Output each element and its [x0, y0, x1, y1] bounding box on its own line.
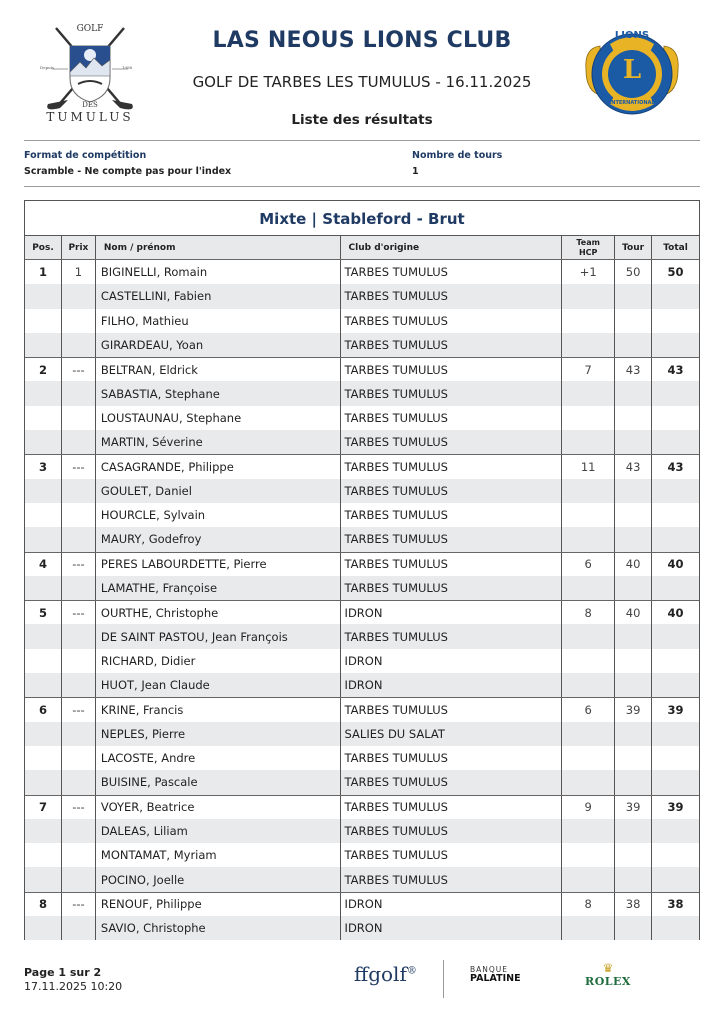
cell-tour [615, 819, 652, 843]
cell-club: TARBES TUMULUS [341, 746, 563, 770]
cell-team-hcp [562, 381, 615, 405]
cell-team-hcp: 7 [562, 358, 615, 381]
cell-total [652, 867, 699, 891]
header-team-hcp-line1: Team [576, 237, 600, 247]
cell-total: 50 [667, 265, 684, 280]
cell-prix [62, 333, 96, 357]
cell-total [652, 649, 699, 673]
cell-tour [615, 479, 652, 503]
cell-name: MAURY, Godefroy [96, 527, 341, 551]
cell-club: TARBES TUMULUS [341, 358, 563, 381]
cell-name: HUOT, Jean Claude [96, 673, 341, 697]
cell-total [652, 479, 699, 503]
table-row [25, 430, 699, 454]
cell-prix [62, 819, 96, 843]
cell-prix [62, 479, 96, 503]
cell-name: CASTELLINI, Fabien [96, 284, 341, 308]
lions-l-letter: L [622, 55, 642, 85]
cell-name: RICHARD, Didier [96, 649, 341, 673]
cell-tour [615, 770, 652, 794]
table-row [25, 649, 699, 673]
cell-pos [25, 843, 62, 867]
cell-tour: 43 [615, 455, 652, 478]
cell-total: 43 [667, 362, 684, 377]
cell-total [652, 746, 699, 770]
cell-team-hcp: +1 [562, 260, 615, 284]
cell-name: DALEAS, Liliam [96, 819, 341, 843]
cell-prix [62, 916, 96, 940]
table-row [25, 381, 699, 405]
meta-divider [24, 186, 700, 187]
cell-total [652, 503, 699, 527]
cell-pos [25, 746, 62, 770]
cell-total: 39 [667, 800, 684, 815]
cell-tour [615, 649, 652, 673]
cell-team-hcp [562, 309, 615, 333]
cell-pos [25, 527, 62, 551]
cell-pos [25, 576, 62, 600]
table-header-row [25, 236, 699, 260]
cell-team-hcp [562, 333, 615, 357]
cell-prix [62, 673, 96, 697]
table-row [25, 819, 699, 843]
cell-prix [62, 843, 96, 867]
rolex-logo [582, 962, 634, 988]
cell-prix [62, 746, 96, 770]
header-divider [24, 140, 700, 141]
cell-pos [25, 406, 62, 430]
cell-tour [615, 673, 652, 697]
table-title: Mixte | Stableford - Brut [25, 201, 699, 236]
cell-tour: 50 [615, 260, 652, 284]
cell-total: 38 [667, 897, 684, 912]
logo-des-text: DES [82, 101, 98, 109]
cell-team-hcp [562, 916, 615, 940]
event-subtitle: GOLF DE TARBES LES TUMULUS - 16.11.2025 [192, 73, 532, 91]
table-row [25, 260, 699, 284]
cell-name: LAMATHE, Françoise [96, 576, 341, 600]
cell-prix [62, 284, 96, 308]
cell-name: POCINO, Joelle [96, 867, 341, 891]
cell-tour [615, 381, 652, 405]
cell-name: SABASTIA, Stephane [96, 381, 341, 405]
cell-club: TARBES TUMULUS [341, 309, 563, 333]
cell-name: OURTHE, Christophe [96, 601, 341, 624]
cell-tour: 39 [615, 698, 652, 721]
table-row [25, 892, 699, 916]
cell-pos [25, 309, 62, 333]
cell-total [652, 430, 699, 454]
table-row [25, 309, 699, 333]
footer-separator [443, 960, 444, 998]
cell-team-hcp: 11 [562, 455, 615, 478]
cell-tour: 40 [615, 601, 652, 624]
cell-club: TARBES TUMULUS [341, 576, 563, 600]
cell-team-hcp [562, 649, 615, 673]
cell-team-hcp [562, 479, 615, 503]
table-row [25, 406, 699, 430]
cell-pos: 2 [25, 358, 62, 381]
cell-name: NEPLES, Pierre [96, 722, 341, 746]
cell-team-hcp [562, 722, 615, 746]
table-row [25, 746, 699, 770]
cell-name: FILHO, Mathieu [96, 309, 341, 333]
cell-name: GOULET, Daniel [96, 479, 341, 503]
header-tour: Tour [615, 236, 652, 259]
cell-prix [62, 503, 96, 527]
table-row [25, 333, 699, 357]
cell-tour: 39 [615, 796, 652, 819]
header-team-hcp-line2: HCP [578, 247, 598, 257]
cell-total [652, 673, 699, 697]
cell-total [652, 406, 699, 430]
table-row [25, 624, 699, 648]
cell-team-hcp: 8 [562, 601, 615, 624]
cell-name: LOUSTAUNAU, Stephane [96, 406, 341, 430]
ffgolf-logo [354, 962, 417, 986]
cell-prix [62, 722, 96, 746]
cell-tour [615, 309, 652, 333]
lions-top-text: LIONS [614, 30, 650, 41]
cell-club: TARBES TUMULUS [341, 553, 563, 576]
cell-team-hcp [562, 503, 615, 527]
ffgolf-text: ffgolf [354, 962, 407, 986]
format-value: Scramble - Ne compte pas pour l'index [24, 166, 232, 177]
table-row [25, 770, 699, 794]
cell-club: IDRON [341, 601, 563, 624]
cell-club: TARBES TUMULUS [341, 406, 563, 430]
cell-name: HOURCLE, Sylvain [96, 503, 341, 527]
cell-pos: 6 [25, 698, 62, 721]
cell-tour [615, 916, 652, 940]
list-title: Liste des résultats [291, 112, 433, 128]
cell-team-hcp [562, 527, 615, 551]
cell-prix: --- [62, 796, 96, 819]
cell-total [652, 770, 699, 794]
cell-prix [62, 576, 96, 600]
header-club: Club d'origine [341, 236, 563, 259]
cell-pos [25, 503, 62, 527]
cell-tour [615, 406, 652, 430]
cell-name: VOYER, Beatrice [96, 796, 341, 819]
cell-club: TARBES TUMULUS [341, 698, 563, 721]
cell-pos [25, 649, 62, 673]
cell-tour [615, 284, 652, 308]
cell-prix [62, 309, 96, 333]
table-row [25, 600, 699, 624]
cell-team-hcp: 9 [562, 796, 615, 819]
cell-prix: --- [62, 698, 96, 721]
cell-prix: --- [62, 455, 96, 478]
cell-name: LACOSTE, Andre [96, 746, 341, 770]
cell-prix [62, 649, 96, 673]
cell-total [652, 624, 699, 648]
cell-team-hcp [562, 770, 615, 794]
cell-name: GIRARDEAU, Yoan [96, 333, 341, 357]
cell-team-hcp [562, 430, 615, 454]
format-label: Format de compétition [24, 150, 147, 161]
cell-total: 39 [667, 702, 684, 717]
cell-name: KRINE, Francis [96, 698, 341, 721]
cell-club: TARBES TUMULUS [341, 770, 563, 794]
table-row [25, 722, 699, 746]
cell-club: TARBES TUMULUS [341, 284, 563, 308]
cell-prix [62, 624, 96, 648]
cell-prix [62, 381, 96, 405]
cell-team-hcp [562, 284, 615, 308]
table-row [25, 673, 699, 697]
cell-total: 40 [667, 605, 684, 620]
cell-pos [25, 624, 62, 648]
cell-pos [25, 673, 62, 697]
cell-tour: 40 [615, 553, 652, 576]
cell-pos [25, 722, 62, 746]
cell-pos: 3 [25, 455, 62, 478]
table-row [25, 916, 699, 940]
cell-team-hcp [562, 673, 615, 697]
cell-pos: 1 [25, 260, 62, 284]
cell-total [652, 381, 699, 405]
registered-mark: ® [406, 965, 417, 977]
cell-team-hcp: 6 [562, 698, 615, 721]
cell-name: BUISINE, Pascale [96, 770, 341, 794]
cell-club: TARBES TUMULUS [341, 430, 563, 454]
cell-name: MONTAMAT, Myriam [96, 843, 341, 867]
crown-icon: ♛ [602, 961, 614, 975]
cell-club: TARBES TUMULUS [341, 843, 563, 867]
table-row [25, 795, 699, 819]
table-row [25, 867, 699, 891]
cell-name: PERES LABOURDETTE, Pierre [96, 553, 341, 576]
cell-total [652, 333, 699, 357]
header-prix: Prix [62, 236, 96, 259]
cell-total [652, 527, 699, 551]
cell-team-hcp [562, 867, 615, 891]
cell-club: SALIES DU SALAT [341, 722, 563, 746]
cell-pos [25, 770, 62, 794]
cell-prix [62, 770, 96, 794]
cell-pos: 8 [25, 893, 62, 916]
cell-prix [62, 527, 96, 551]
cell-prix [62, 867, 96, 891]
cell-club: TARBES TUMULUS [341, 479, 563, 503]
printed-timestamp: 17.11.2025 10:20 [24, 980, 123, 993]
header-total: Total [663, 242, 688, 253]
cell-pos [25, 819, 62, 843]
cell-team-hcp [562, 576, 615, 600]
lions-bottom-text: INTERNATIONAL [609, 100, 655, 106]
table-row [25, 454, 699, 478]
cell-pos [25, 381, 62, 405]
cell-prix: --- [62, 553, 96, 576]
cell-club: IDRON [341, 649, 563, 673]
cell-pos [25, 916, 62, 940]
rounds-label: Nombre de tours [412, 150, 503, 161]
cell-tour [615, 527, 652, 551]
cell-name: DE SAINT PASTOU, Jean François [96, 624, 341, 648]
cell-tour [615, 746, 652, 770]
cell-name: BIGINELLI, Romain [96, 260, 341, 284]
header-pos: Pos. [25, 236, 62, 259]
cell-club: TARBES TUMULUS [341, 381, 563, 405]
cell-total [652, 309, 699, 333]
banque-palatine-logo [470, 966, 550, 990]
logo-tumulus-text: TUMULUS [46, 110, 134, 124]
table-row [25, 527, 699, 551]
cell-club: TARBES TUMULUS [341, 819, 563, 843]
table-row [25, 357, 699, 381]
cell-name: MARTIN, Séverine [96, 430, 341, 454]
cell-tour [615, 722, 652, 746]
cell-name: SAVIO, Christophe [96, 916, 341, 940]
banque-text: BANQUE [470, 965, 509, 974]
cell-pos [25, 333, 62, 357]
cell-team-hcp: 6 [562, 553, 615, 576]
cell-club: TARBES TUMULUS [341, 455, 563, 478]
cell-total [652, 843, 699, 867]
cell-team-hcp [562, 843, 615, 867]
cell-name: BELTRAN, Eldrick [96, 358, 341, 381]
table-body [25, 260, 699, 940]
cell-pos: 4 [25, 553, 62, 576]
cell-tour [615, 430, 652, 454]
cell-pos [25, 284, 62, 308]
cell-total: 43 [667, 460, 684, 475]
cell-tour: 38 [615, 893, 652, 916]
cell-prix: 1 [62, 260, 96, 284]
logo-depuis-text: Depuis [40, 65, 55, 70]
logo-golf-text: GOLF [76, 24, 104, 34]
cell-club: TARBES TUMULUS [341, 796, 563, 819]
cell-total [652, 916, 699, 940]
table-row [25, 576, 699, 600]
cell-team-hcp [562, 624, 615, 648]
cell-total [652, 819, 699, 843]
palatine-text: PALATINE [470, 973, 521, 984]
cell-pos: 5 [25, 601, 62, 624]
rolex-text: ROLEX [585, 975, 631, 988]
cell-club: IDRON [341, 673, 563, 697]
logo-year-text: 1988 [122, 65, 133, 70]
cell-club: TARBES TUMULUS [341, 260, 563, 284]
cell-team-hcp: 8 [562, 893, 615, 916]
cell-prix [62, 406, 96, 430]
cell-total: 40 [667, 557, 684, 572]
cell-club: TARBES TUMULUS [341, 333, 563, 357]
cell-team-hcp [562, 819, 615, 843]
cell-club: TARBES TUMULUS [341, 624, 563, 648]
table-row [25, 503, 699, 527]
cell-team-hcp [562, 746, 615, 770]
page-title: LAS NEOUS LIONS CLUB [212, 28, 512, 53]
table-row [25, 284, 699, 308]
cell-club: TARBES TUMULUS [341, 867, 563, 891]
cell-tour [615, 333, 652, 357]
cell-pos [25, 867, 62, 891]
cell-name: RENOUF, Philippe [96, 893, 341, 916]
cell-prix: --- [62, 601, 96, 624]
cell-tour [615, 503, 652, 527]
table-row [25, 697, 699, 721]
cell-total [652, 722, 699, 746]
results-table [24, 200, 700, 940]
cell-team-hcp [562, 406, 615, 430]
page-number: Page 1 sur 2 [24, 966, 102, 979]
cell-prix: --- [62, 893, 96, 916]
cell-pos [25, 430, 62, 454]
header-team-hcp [562, 236, 615, 259]
rounds-value: 1 [412, 166, 419, 177]
cell-prix: --- [62, 358, 96, 381]
cell-total [652, 284, 699, 308]
cell-pos: 7 [25, 796, 62, 819]
cell-name: CASAGRANDE, Philippe [96, 455, 341, 478]
cell-club: IDRON [341, 893, 563, 916]
cell-club: IDRON [341, 916, 563, 940]
cell-pos [25, 479, 62, 503]
cell-prix [62, 430, 96, 454]
cell-tour [615, 867, 652, 891]
table-row [25, 843, 699, 867]
cell-tour: 43 [615, 358, 652, 381]
table-row [25, 479, 699, 503]
cell-total [652, 576, 699, 600]
cell-tour [615, 843, 652, 867]
cell-tour [615, 624, 652, 648]
cell-club: TARBES TUMULUS [341, 503, 563, 527]
header-name: Nom / prénom [96, 236, 341, 259]
cell-club: TARBES TUMULUS [341, 527, 563, 551]
cell-tour [615, 576, 652, 600]
table-row [25, 552, 699, 576]
